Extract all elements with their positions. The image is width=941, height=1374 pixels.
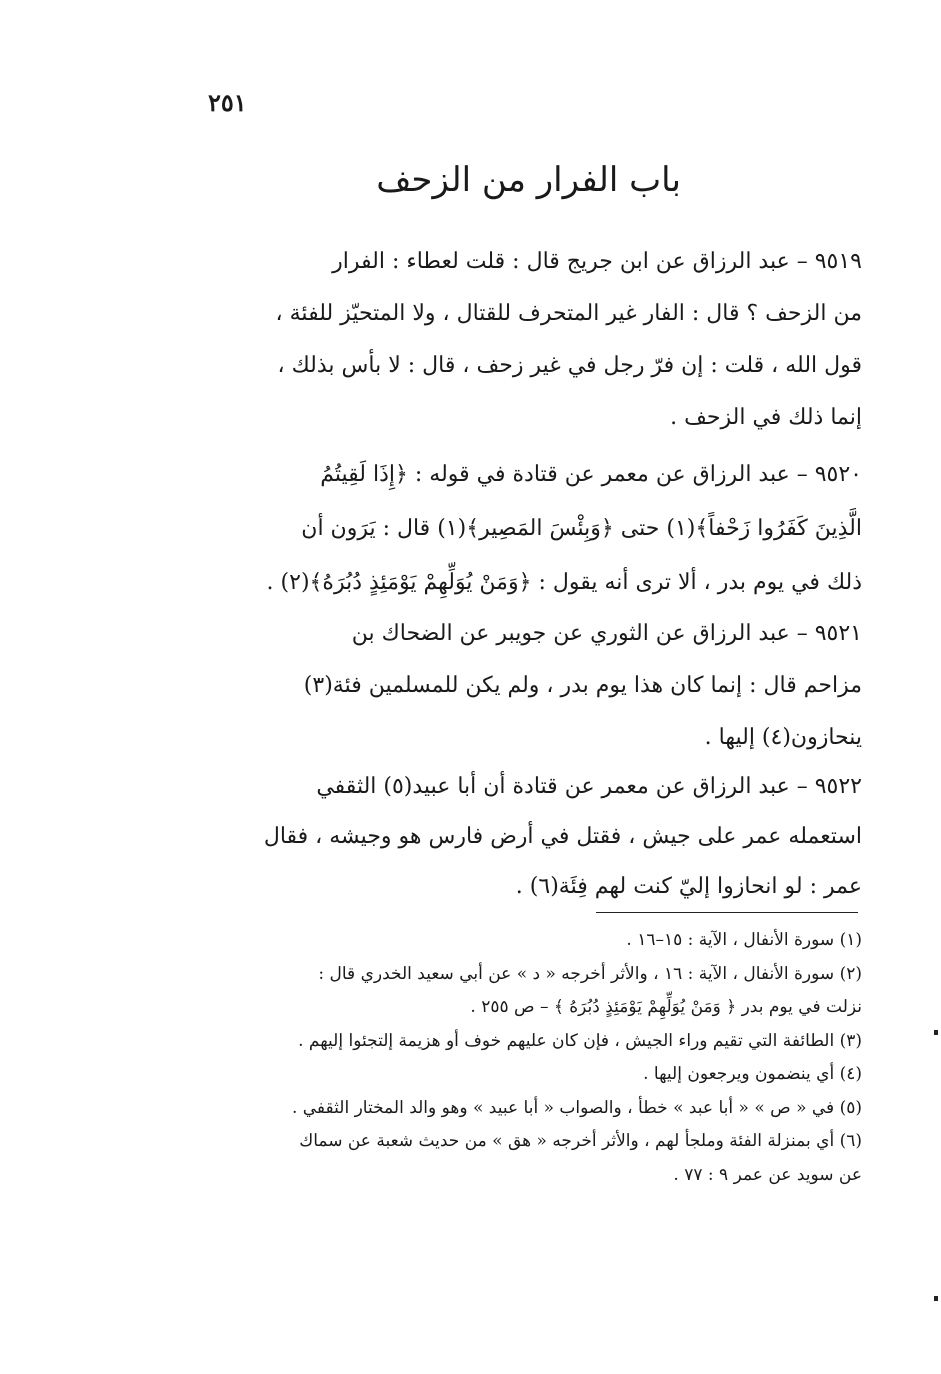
paragraph-line: ٩٥٢٢ – عبد الرزاق عن معمر عن قتادة أن أبا عبيد(٥) الثقفي (316, 774, 862, 799)
footnote-1: (١) سورة الأنفال ، الآية : ١٥–١٦ . (626, 930, 862, 950)
hadith-paragraph-9521 (200, 608, 862, 764)
paragraph-line: ذلك في يوم بدر ، ألا ترى أنه يقول : ﴿وَمَنْ يُوَلِّهِمْ يَوْمَئِذٍ دُبُرَهُ﴾(٢) . (266, 570, 862, 595)
paragraph-line: ٩٥٢٠ – عبد الرزاق عن معمر عن قتادة في قوله : ﴿إِذَا لَقِيتُمُ (320, 462, 862, 487)
hadith-paragraph-9519 (200, 236, 862, 444)
hadith-paragraph-9522 (200, 762, 862, 912)
paragraph-line: إنما ذلك في الزحف . (670, 405, 862, 430)
paragraph-line: مزاحم قال : إنما كان هذا يوم بدر ، ولم يكن للمسلمين فئة(٣) (303, 673, 862, 698)
chapter-title: باب الفرار من الزحف (376, 160, 681, 200)
paragraph-line: ٩٥٢١ – عبد الرزاق عن الثوري عن جويبر عن الضحاك بن (351, 621, 862, 646)
footnote-3: (٣) الطائفة التي تقيم وراء الجيش ، فإن كان عليهم خوف أو هزيمة إلتجئوا إليهم . (298, 1030, 862, 1051)
footnote-4: (٤) أي ينضمون ويرجعون إليها . (643, 1064, 862, 1084)
scan-speck (934, 1296, 938, 1301)
footnote-5: (٥) في « ص » « أبا عبد » خطأ ، والصواب « أبا عبيد » وهو والد المختار الثقفي . (291, 1097, 862, 1118)
footnote-6: (٦) أي بمنزلة الفئة وملجأ لهم ، والأثر أخرجه « هق » من حديث شعبة عن سماك (299, 1131, 862, 1151)
paragraph-line: قول الله ، قلت : إن فرّ رجل في غير زحف ، قال : لا بأس بذلك ، (277, 353, 862, 378)
page-number: ٢٥١ (208, 88, 247, 117)
paragraph-line: ٩٥١٩ – عبد الرزاق عن ابن جريج قال : قلت لعطاء : الفرار (332, 249, 862, 274)
footnotes (200, 924, 862, 1192)
footnote-2: (٢) سورة الأنفال ، الآية : ١٦ ، والأثر أخرجه « د » عن أبي سعيد الخدري قال : (318, 963, 862, 984)
footnote-6-continued: عن سويد عن عمر ٩ : ٧٧ . (673, 1164, 862, 1185)
paragraph-line: عمر : لو انحازوا إليّ كنت لهم فِئَة(٦) . (515, 874, 862, 899)
paragraph-line: من الزحف ؟ قال : الفار غير المتحرف للقتال ، ولا المتحيّز للفئة ، (275, 301, 862, 326)
paragraph-line: استعمله عمر على جيش ، فقتل في أرض فارس هو وجيشه ، فقال (263, 824, 862, 849)
paragraph-line: الَّذِينَ كَفَرُوا زَحْفاً﴾(١) حتى ﴿وَبِئْسَ المَصِير﴾(١) قال : يَرَون أن (301, 516, 862, 541)
footnote-divider (596, 912, 858, 913)
scan-speck (934, 1030, 938, 1035)
footnote-2-continued: نزلت في يوم بدر ﴿ وَمَنْ يُوَلِّهِمْ يَوْمَئِذٍ دُبُرَهُ ﴾ – ص ٢٥٥ . (470, 997, 862, 1017)
hadith-paragraph-9520 (200, 448, 862, 610)
paragraph-line: ينحازون(٤) إليها . (704, 725, 862, 750)
